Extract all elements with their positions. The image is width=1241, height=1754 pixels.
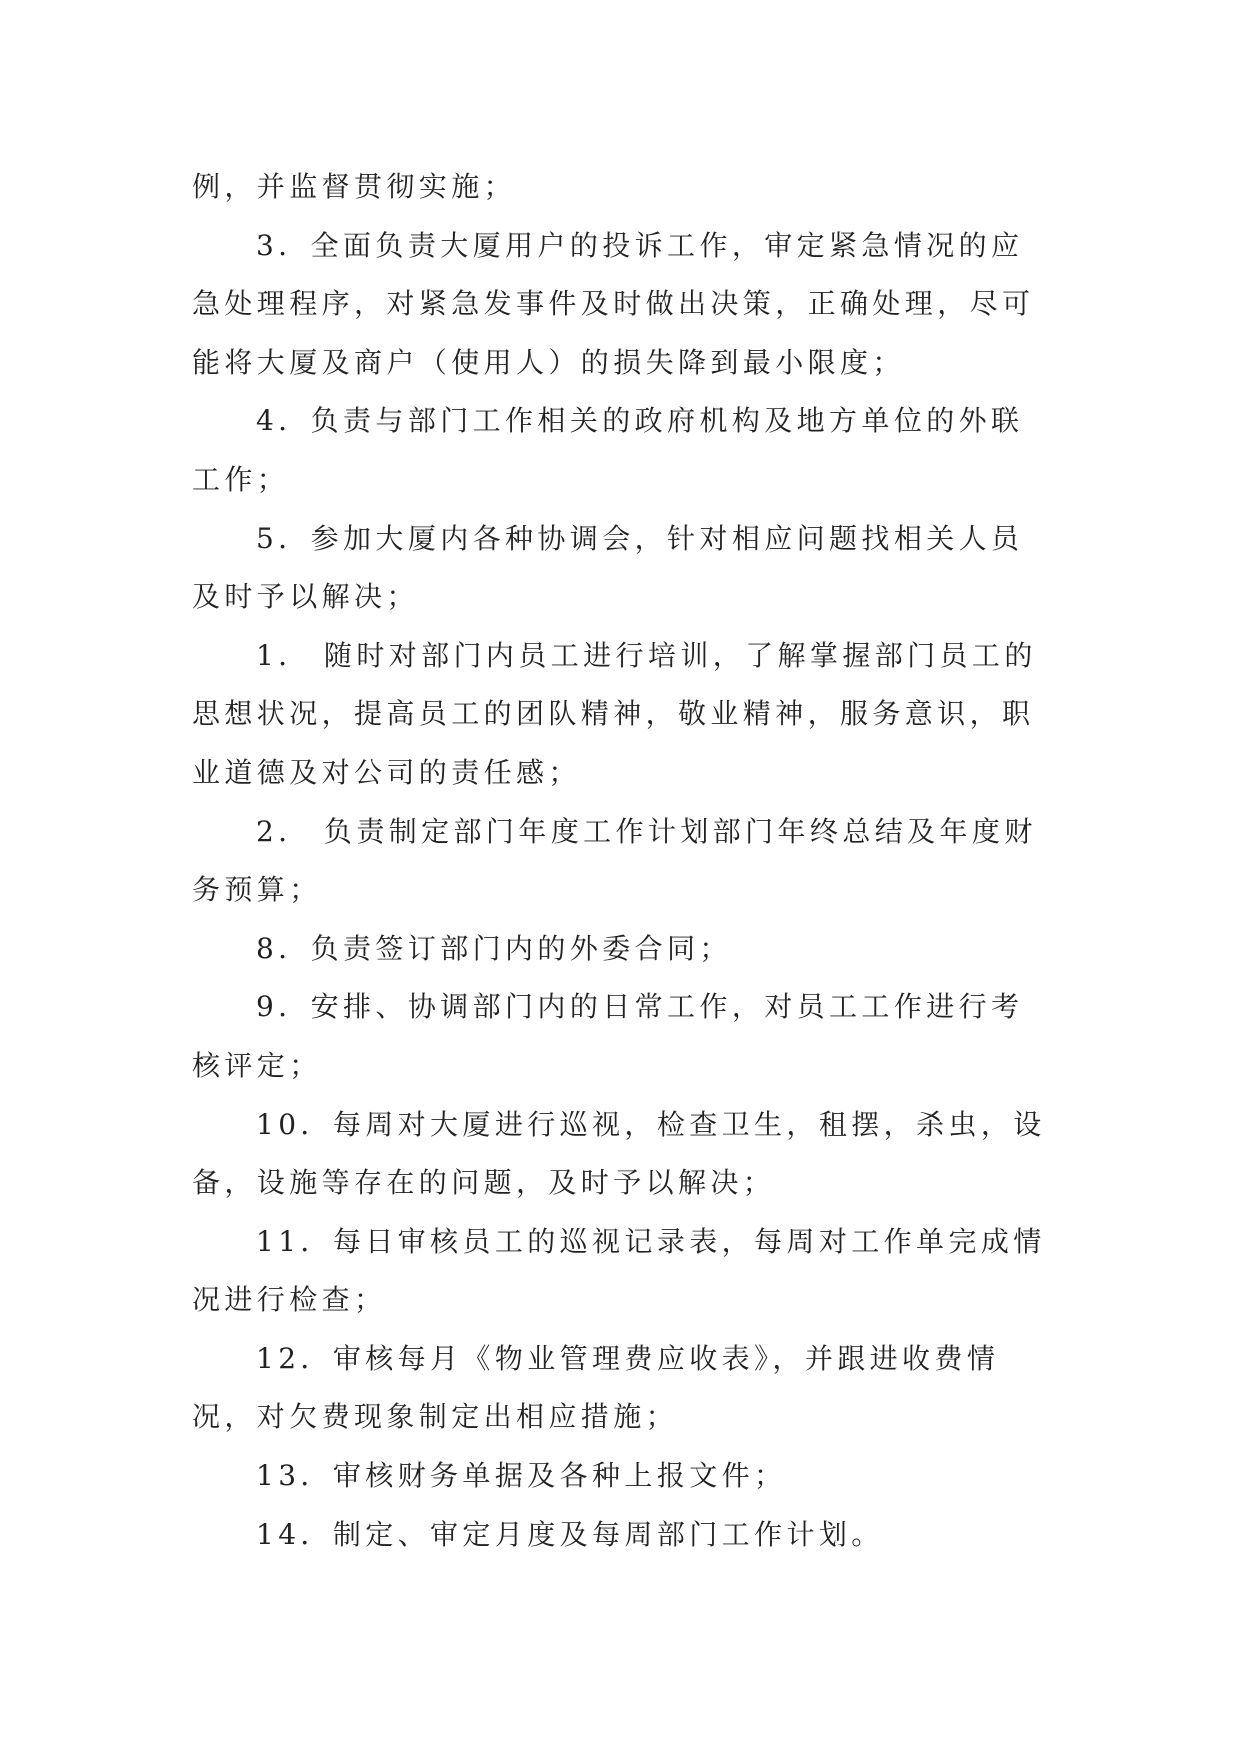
paragraph-item-9: 9．安排、协调部门内的日常工作，对员工工作进行考核评定； <box>192 990 1024 1082</box>
paragraph-item-14: 14．制定、审定月度及每周部门工作计划。 <box>256 1517 884 1551</box>
paragraph-continuation: 例，并监督贯彻实施； <box>192 170 517 203</box>
paragraph-item-4: 4．负责与部门工作相关的政府机构及地方单位的外联工作； <box>192 404 1024 496</box>
paragraph-item-1: 1． 随时对部门内员工进行培训，了解掌握部门员工的思想状况，提高员工的团队精神，敬业精神，服务意识，职业道德及对公司的责任感； <box>192 638 1037 789</box>
paragraph-item-10: 10．每周对大厦进行巡视，检查卫生，租摆，杀虫，设备，设施等存在的问题，及时予以解决； <box>192 1107 1046 1200</box>
paragraph-item-13: 13．审核财务单据及各种上报文件； <box>256 1459 787 1493</box>
paragraph-item-11: 11．每日审核员工的巡视记录表，每周对工作单完成情况进行检查； <box>192 1224 1046 1317</box>
paragraph-item-8: 8．负责签订部门内的外委合同； <box>256 931 732 965</box>
paragraph-item-3: 3．全面负责大厦用户的投诉工作，审定紧急情况的应急处理程序，对紧急发事件及时做出决策，正确处理，尽可能将大厦及商户（使用人）的损失降到最小限度； <box>192 228 1035 379</box>
document-page <box>192 158 1052 1564</box>
paragraph-item-12: 12．审核每月《物业管理费应收表》，并跟进收费情况，对欠费现象制定出相应措施； <box>192 1341 1000 1434</box>
paragraph-item-2: 2． 负责制定部门年度工作计划部门年终总结及年度财务预算； <box>192 814 1037 907</box>
paragraph-item-5: 5．参加大厦内各种协调会，针对相应问题找相关人员及时予以解决； <box>192 521 1024 614</box>
